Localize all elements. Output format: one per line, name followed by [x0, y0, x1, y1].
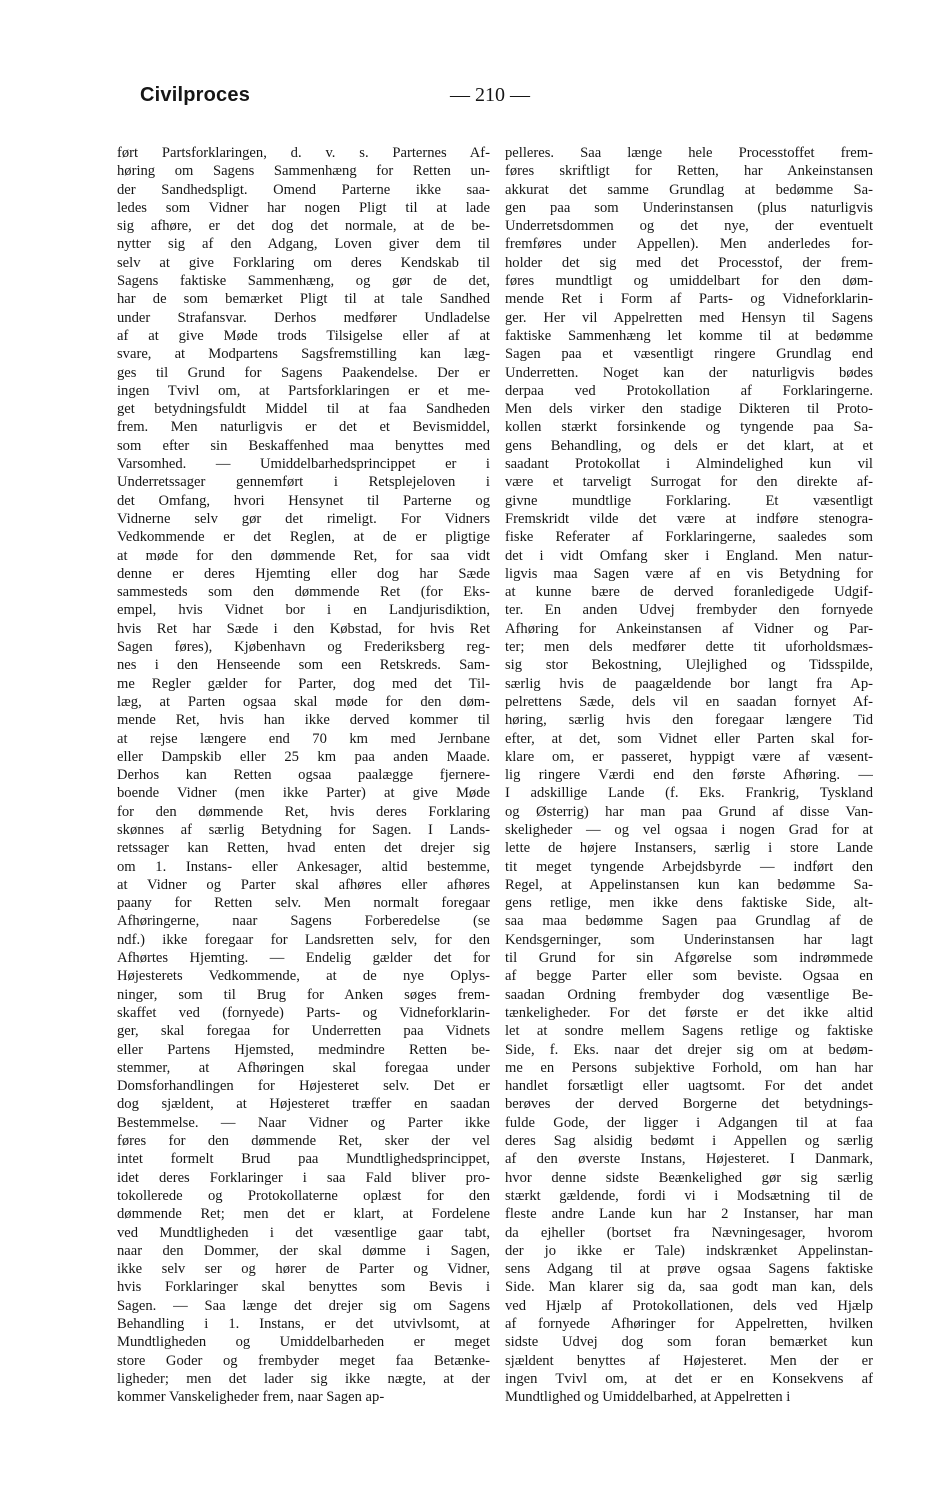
text-line: let at sondre mellem Sagens retlige og faktiske	[505, 1023, 873, 1040]
text-line: Højesterets Vedkommende, at de nye Oplys-	[117, 968, 490, 985]
text-line: Underretsdommen og det nye, der eventuelt	[505, 218, 873, 235]
text-line: at møde for den dømmende Ret, for saa vidt	[117, 547, 490, 564]
text-line: sig stor Bekostning, Ulejlighed og Tidsspilde,	[505, 657, 873, 674]
text-line: ledes som Vidner har nogen Pligt til at lade	[117, 199, 490, 216]
text-line: nes i den Henseende som een Retskreds. Sam-	[117, 657, 490, 674]
text-line: Sagen paa et væsentligt ringere Grundlag end	[505, 346, 873, 363]
text-line: Domsforhandlingen for Højesteret selv. Det er	[117, 1078, 490, 1095]
left-text-column	[117, 144, 490, 1406]
page-number: — 210 —	[450, 84, 530, 106]
text-line: I adskillige Lande (f. Eks. Frankrig, Tyskland	[505, 785, 873, 802]
text-line: af at give Møde trods Tilsigelse eller af at	[117, 327, 490, 344]
text-line: sidste Udvej dog som foran bemærket kun	[505, 1334, 873, 1351]
running-title: Civilproces	[140, 84, 251, 106]
text-line: hvor denne sidste Beænkelighed gør sig særlig	[505, 1169, 873, 1186]
text-line: ter. En anden Udvej frembyder den fornyede	[505, 602, 873, 619]
text-line: ført Partsforklaringen, d. v. s. Parternes Af-	[117, 145, 490, 161]
text-line: gen paa som Underinstansen (plus naturligvis	[505, 199, 873, 216]
text-line: saadant Protokollat i Almindelighed kun vil	[505, 456, 873, 473]
text-line: kollen stærkt forsinkende og tyngende paa Sa-	[505, 419, 873, 436]
text-line: mende Ret, hvis han ikke derved kommer til	[117, 712, 490, 729]
text-line: sens Adgang til at prøve ogsaa Sagens faktiske	[505, 1261, 873, 1278]
text-line: Kendsgerninger, som Underinstansen har lagt	[505, 931, 873, 948]
text-line: det i vidt Omfang sker i England. Men natur-	[505, 547, 873, 564]
text-line: Afhøringerne, naar Sagens Forberedelse (se	[117, 913, 490, 930]
text-line: stemmer, at Afhøringen skal foregaa under	[117, 1059, 490, 1076]
text-line: Mundtlighed og Umiddelbarhed, at Appelretten i	[505, 1389, 791, 1406]
text-line: ger. Her vil Appelretten med Hensyn til Sagens	[505, 309, 873, 326]
text-line: Varsomhed. — Umiddelbarhedsprincippet er i	[117, 456, 490, 473]
text-line: empel, hvis Vidnet bor i en Landjurisdiktion,	[117, 602, 490, 619]
text-line: ved Mundtligheden i det væsentlige gaar tabt,	[117, 1224, 490, 1241]
text-line: ninger, som til Brug for Anken søges frem-	[117, 986, 490, 1003]
text-line: me Regler gælder for Parter, dog med det Til-	[117, 675, 490, 692]
text-line: ligvis maa Sagen være af en vis Betydning for	[505, 565, 873, 582]
text-line: Sagens faktiske Sammenhæng, og gør de det,	[117, 273, 490, 290]
text-line: af den øverste Instans, Højesteret. I Danmark,	[505, 1151, 873, 1168]
page-header	[140, 84, 794, 116]
text-line: for den dømmende Ret, hvis deres Forklaring	[117, 803, 490, 820]
text-line: gens Behandling, og dels er det klart, at et	[505, 437, 873, 454]
text-line: være et tarveligt Surrogat for den direkte af-	[505, 474, 873, 491]
text-line: skaffet ved (fornyede) Parts- og Vidneforklarin-	[117, 1004, 490, 1021]
text-line: og Østerrig) har man paa Grund af disse Van-	[505, 803, 873, 820]
text-line: eller Dampskib eller 25 km paa anden Maade.	[117, 748, 490, 765]
text-line: holder det sig med det Processtof, der frem-	[505, 254, 873, 271]
text-line: Side, f. Eks. naar det drejer sig om at bedøm-	[505, 1041, 873, 1058]
text-line: pelrettens Sæde, dels vil en saadan fornyet Af-	[505, 693, 873, 710]
text-line: læg, at Parten ogsaa skal møde for den døm-	[117, 693, 490, 710]
text-line: tokollerede og Protokollaterne oplæst for den	[117, 1187, 490, 1204]
text-line: Side. Man klarer sig da, saa godt man kan, dels	[505, 1279, 873, 1296]
text-line: Afhørtes Hjemting. — Endelig gælder det for	[117, 950, 490, 967]
text-line: ndf.) ikke foregaar for Landsretten selv, for den	[117, 931, 490, 948]
text-line: om 1. Instans- eller Ankesager, altid bestemme,	[117, 858, 490, 875]
text-line: skeligheder — og vel ogsaa i nogen Grad for at	[505, 821, 873, 838]
text-line: dog sjældent, at Højesteret træffer en saadan	[117, 1096, 490, 1113]
text-line: ges til Grund for Sagens Paakendelse. Der er	[117, 364, 490, 381]
text-line: Bestemmelse. — Naar Vidner og Parter ikke	[117, 1114, 490, 1131]
text-line: Derhos kan Retten ogsaa paalægge fjernere-	[117, 767, 490, 784]
text-line: Underretten. Noget kan der naturligvis bødes	[505, 364, 873, 381]
text-line: skønnes af særlig Betydning for Sagen. I Lands-	[117, 821, 490, 838]
text-line: akkurat det samme Grundlag at bedømme Sa-	[505, 181, 873, 198]
text-line: frem. Men naturligvis er det et Bevismiddel,	[117, 419, 490, 436]
text-line: ikke selv ser og hører de Parter og Vidner,	[117, 1261, 490, 1278]
text-line: at kunne bære de derved foranledigede Udgif-	[505, 584, 873, 601]
text-line: store Goder og frembyder meget faa Betænke-	[117, 1352, 490, 1369]
text-line: Sagen. — Saa længe det drejer sig om Sagens	[117, 1297, 490, 1314]
text-line: som efter sin Beskaffenhed maa benyttes med	[117, 437, 490, 454]
text-line: klare om, er passeret, hyppigt være af væsent-	[505, 748, 873, 765]
text-line: efter, at det, som Vidnet eller Parten skal for-	[505, 730, 873, 747]
text-line: handlet forsætligt eller uagtsomt. For det andet	[505, 1078, 873, 1095]
text-line: af fornyede Afhøringer for Appelretten, hvilken	[505, 1316, 873, 1332]
text-line: lette de højere Instansers, særlig i store Lande	[505, 840, 873, 857]
text-line: at Vidner og Parter skal afhøres eller afhøres	[117, 876, 490, 893]
text-line: der jo ikke er Tale) indskrænket Appelinstan-	[505, 1242, 873, 1259]
text-line: faktiske Sammenhæng let komme til at bedømme	[505, 327, 873, 344]
text-line: føres mundtligt og umiddelbart for den døm-	[505, 273, 873, 290]
text-line: tænkeligheder. For det første er det ikke altid	[505, 1004, 873, 1021]
text-line: kommer Vanskeligheder frem, naar Sagen ap-	[117, 1389, 385, 1406]
text-line: eller Partens Hjemsted, medmindre Retten be-	[117, 1041, 490, 1058]
text-line: Behandling i 1. Instans, er det utvivlsomt, at	[117, 1316, 490, 1332]
text-line: stærkt gældende, fordi vi i Modsætning til de	[505, 1187, 873, 1204]
text-line: retssager kan Retten, hvad enten det drejer sig	[117, 840, 490, 857]
text-line: lig ringere Værdi end den første Afhøring. —	[505, 767, 873, 784]
text-line: ingen Tvivl om, at det er en Konsekvens af	[505, 1370, 873, 1387]
text-line: ved Hjælp af Protokollationen, dels ved Hjælp	[505, 1297, 873, 1314]
text-line: saa maa bedømme Sagen paa Grundlag af de	[505, 913, 873, 930]
text-line: at rejse længere end 70 km med Jernbane	[117, 730, 490, 747]
text-line: gens retlige, men ikke dens faktiske Side, alt-	[505, 895, 873, 912]
text-line: særlig hvis de paagældende bor langt fra Ap-	[505, 675, 873, 692]
text-line: Underretssager gennemført i Retsplejeloven i	[117, 474, 490, 491]
text-line: hvis Ret har Sæde i den Købstad, for hvis Ret	[117, 620, 490, 637]
text-line: berøves der derved Borgerne det betydnings-	[505, 1096, 873, 1113]
text-line: Vidnerne selv gør det rimeligt. For Vidners	[117, 510, 490, 527]
text-line: ligheder; men det lader sig ikke nægte, at der	[117, 1370, 490, 1387]
text-line: fiske Referater af Forklaringerne, saaledes som	[505, 529, 873, 546]
text-line: paany for Retten selv. Men normalt foregaar	[117, 895, 490, 912]
text-line: get betydningsfuldt Middel til at faa Sandheden	[117, 401, 490, 418]
text-line: der Sandhedspligt. Omend Parterne ikke saa-	[117, 181, 490, 198]
text-line: hvis Forklaringer skal benyttes som Bevis i	[117, 1279, 490, 1296]
text-line: saadan Ordning frembyder dog væsentlige Be-	[505, 986, 873, 1003]
text-line: har de som bemærket Pligt til at tale Sandhed	[117, 291, 490, 308]
right-text-column	[505, 144, 873, 1406]
text-line: derpaa ved Protokollation af Forklaringerne.	[505, 382, 873, 399]
text-line: høring om Sagens Sammenhæng for Retten un-	[117, 163, 490, 180]
text-line: Regel, at Appelinstansen kun kan bedømme Sa-	[505, 876, 873, 893]
text-line: til Grund for sin Afgørelse som indrømmede	[505, 950, 873, 967]
text-line: ingen Tvivl om, at Partsforklaringen er et me-	[117, 382, 490, 399]
text-line: af begge Parter eller som beviste. Ogsaa en	[505, 968, 873, 985]
text-line: fremføres under Appellen). Men anderledes for-	[505, 236, 873, 253]
text-line: Fremskridt vilde det være at indføre stenogra-	[505, 510, 873, 527]
text-line: ter; men dels medfører dette tit uforholdsmæs-	[505, 639, 873, 656]
text-line: sammesteds som den dømmende Ret (for Eks-	[117, 584, 490, 601]
text-line: Sagen føres), Kjøbenhavn og Frederiksberg reg-	[117, 639, 490, 656]
text-line: ger, skal foregaa for Underretten paa Vidnets	[117, 1023, 490, 1040]
text-line: boende Vidner (men ikke Parter) at give Møde	[117, 785, 490, 802]
text-line: det Omfang, hvori Hensynet til Parterne og	[117, 492, 490, 509]
text-line: føres skriftligt for Retten, har Ankeinstansen	[505, 163, 873, 180]
text-line: svare, at Modpartens Sagsfremstilling kan læg-	[117, 346, 490, 363]
text-line: Men dels virker den stadige Dikteren til Proto-	[505, 401, 873, 418]
text-line: Afhøring for Ankeinstansen af Vidner og Par-	[505, 620, 873, 637]
text-line: me en Persons subjektive Forhold, om han har	[505, 1059, 873, 1076]
text-line: nytter sig af den Adgang, Loven giver dem til	[117, 236, 490, 253]
text-line: føres for den dømmende Ret, sker der vel	[117, 1133, 490, 1150]
text-line: selv at give Forklaring om deres Kendskab til	[117, 254, 490, 271]
text-line: pelleres. Saa længe hele Processtoffet frem-	[505, 145, 873, 161]
text-line: intet formelt Brud paa Mundtlighedsprincippet,	[117, 1151, 490, 1168]
text-line: denne er deres Hjemting eller dog har Sæde	[117, 565, 490, 582]
text-line: Vedkommende er det Reglen, at de er pligtige	[117, 529, 490, 546]
text-line: under Strafansvar. Derhos medfører Undladelse	[117, 309, 490, 326]
text-line: deres Sag alsidig bedømt i Appellen og særlig	[505, 1133, 873, 1150]
text-line: mende Ret i Form af Parts- og Vidneforklarin-	[505, 291, 873, 308]
text-line: høring, særlig hvis den foregaar længere Tid	[505, 712, 873, 729]
text-line: Mundtligheden og Umiddelbarheden er meget	[117, 1334, 490, 1351]
text-line: idet deres Forklaringer i saa Fald bliver pro-	[117, 1169, 490, 1186]
text-line: naar den Dommer, der skal dømme i Sagen,	[117, 1242, 490, 1259]
text-line: fulde Gode, der ligger i Adgangen til at faa	[505, 1114, 873, 1131]
text-line: sig afhøre, er det dog det normale, at de be-	[117, 218, 490, 235]
text-line: givne mundtlige Forklaring. Et væsentligt	[505, 492, 873, 509]
text-line: dømmende Ret; men det er klart, at Fordelene	[117, 1206, 490, 1223]
text-line: fleste andre Lande kun har 2 Instanser, har man	[505, 1206, 873, 1223]
text-line: tit meget tyngende Arbejdsbyrde — indført den	[505, 858, 873, 875]
text-line: sjældent benyttes af Højesteret. Men der er	[505, 1352, 873, 1369]
text-line: da ejheller (bortset fra Nævningesager, hvorom	[505, 1224, 873, 1241]
